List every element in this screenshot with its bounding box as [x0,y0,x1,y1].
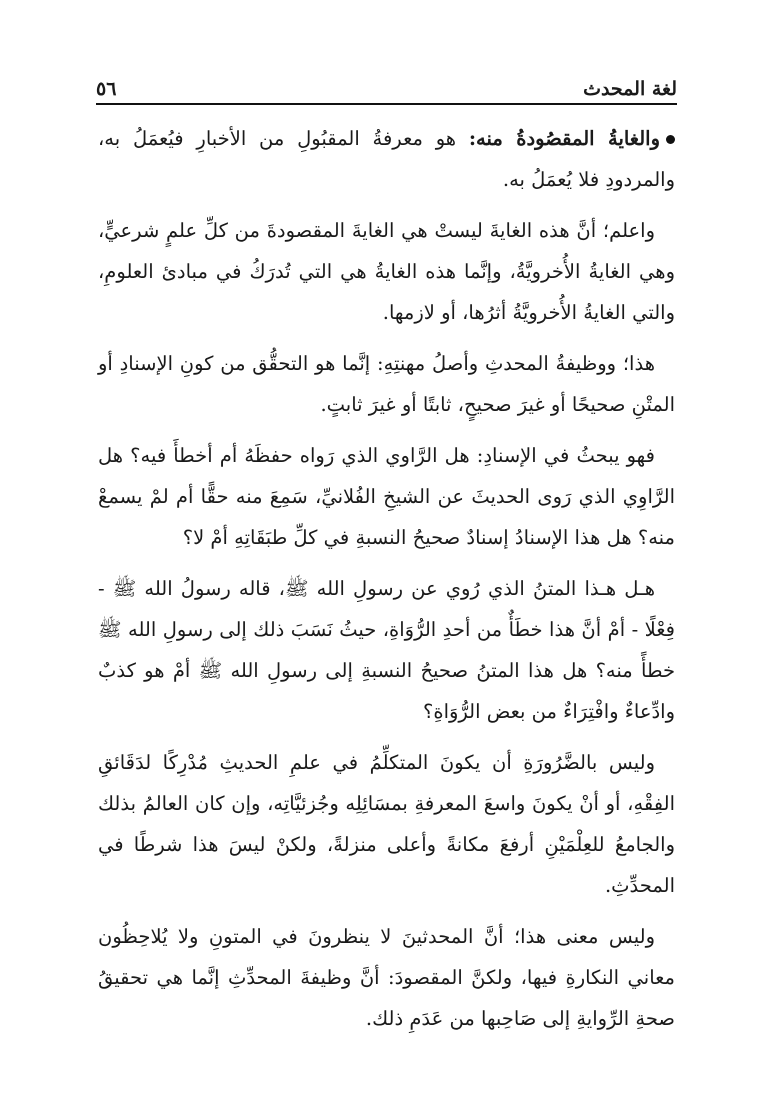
paragraph-text: هو معرفةُ المقبُولِ من الأخبارِ فيُعمَلُ به، والمردودِ فلا يُعمَلُ به. [98,127,675,191]
paragraph: وليس معنى هذا؛ أنَّ المحدثينَ لا ينظرونَ في المتونِ ولا يُلاحِظُون معاني النكارةِ فيها، ولكنَّ المقصودَ: أنَّ وظيفةَ المحدِّثِ إنَّما هي تحقيقُ صحةِ الرِّوايةِ إلى صَاحِبها من عَدَمِ ذلك. [98,925,675,1030]
paragraph: فهو يبحثُ في الإسنادِ: هل الرَّاوي الذي رَواه حفظَهُ أم أخطأَ فيه؟ هل الرَّاوِي الذي رَوى الحديثَ عن الشيخِ الفُلانيِّ، سَمِعَ منه حقًّا أم لمْ يسمعْ منه؟ هل هذا الإسنادُ إسنادٌ صحيحُ النسبةِ في كلِّ طبَقَاتِهِ أمْ لا؟ [98,444,675,549]
bullet-icon [666,135,675,144]
running-title: لغة المحدث [583,78,677,100]
paragraph: وليس بالضَّرُورَةِ أن يكونَ المتكلِّمُ في علمِ الحديثِ مُدْرِكًا لدَقَائقِ الفِقْهِ، أو أنْ يكونَ واسعَ المعرفةِ بمسَائِلِه وجُزئيَّاتِه، وإن كان العالمُ بذلك والجامعُ للعِلْمَيْنِ أرفعَ مكانةً وأعلى منزلةً، ولكنْ ليسَ هذا شرطًا في المحدِّثِ. [98,751,675,897]
paragraph: هـل هـذا المتنُ الذي رُوي عن رسولِ الله ﷺ، قاله رسولُ الله ﷺ - فِعْلًا - أمْ أنَّ هذا خطَأٌ من أحدِ الرُّوَاةِ، حيثُ نَسَبَ ذلك إلى رسولِ الله ﷺ خطأً منه؟ هل هذا المتنُ صحيحُ النسبةِ إلى رسولِ الله ﷺ أمْ هو كذبٌ وادِّعاءٌ وافْتِرَاءٌ من بعض الرُّوَاةِ؟ [98,577,675,723]
paragraph [98,118,675,200]
paragraph: هذا؛ ووظيفةُ المحدثِ وأصلُ مهنتِهِ: إنَّما هو التحقُّق من كونِ الإسنادِ أو المتْنِ صحيحًا أو غيرَ صحيحٍ، ثابتًا أو غيرَ ثابتٍ. [98,352,675,416]
page-number: ٥٦ [96,78,117,100]
page-header [96,56,677,100]
header-divider [96,103,677,105]
paragraph: واعلم؛ أنَّ هذه الغايةَ ليستْ هي الغايةَ المقصودةَ من كلِّ علمٍ شرعيٍّ، وهي الغايةُ الأُخرويَّةُ، وإنَّما هذه الغايةُ هي التي تُدرَكُ في مبادئ العلومِ، والتي الغايةُ الأُخرويَّةُ أثرُها، أو لازمها. [98,219,675,324]
paragraph-lead: والغايةُ المقصُودةُ منه: [468,127,660,150]
page-body [98,118,675,1049]
